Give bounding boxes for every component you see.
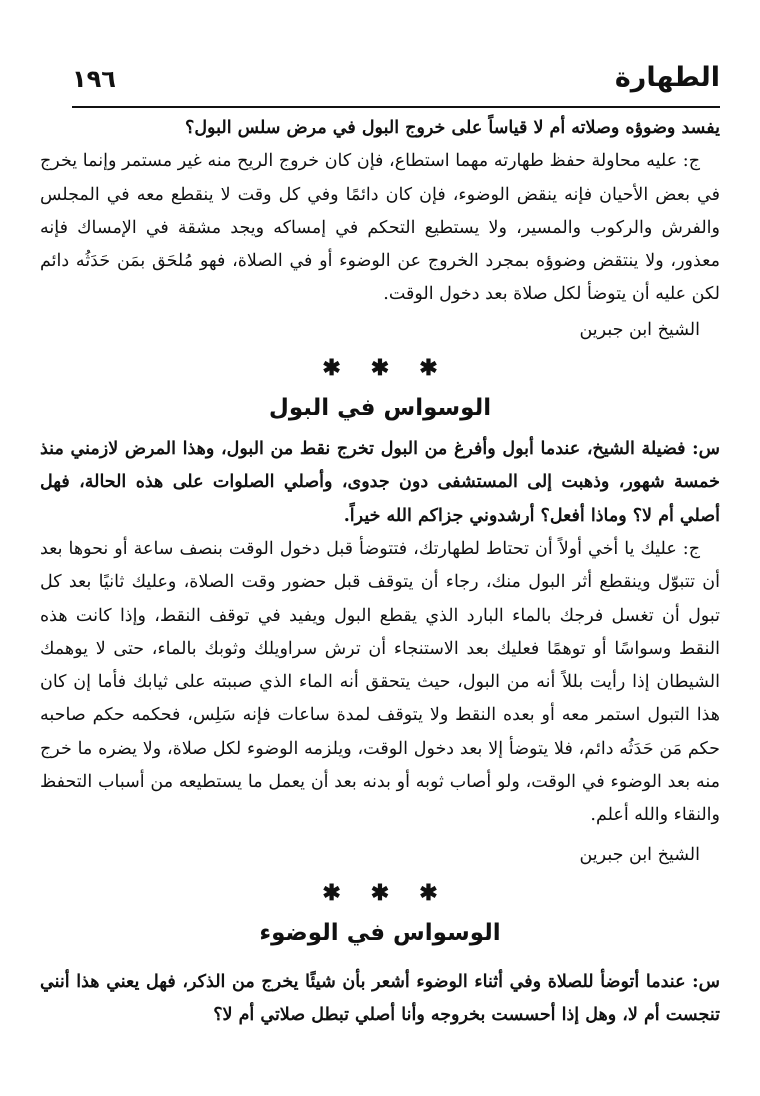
section-title-urine: الوسواس في البول xyxy=(268,395,492,422)
intro-question-tail: يفسد وضوؤه وصلاته أم لا قياساً على خروج البول في مرض سلس البول؟ xyxy=(185,118,720,138)
star: ✱ xyxy=(370,355,390,382)
section2-question: س: عندما أتوضأ للصلاة وفي أثناء الوضوء أشعر بأن شيئًا يخرج من الذكر، فهل يعني هذا أنني تنجست أم لا، وهل إذا أحسست بخروجه وأنا أصلي تبطل صلاتي أم لا؟ xyxy=(40,971,720,1026)
section1-signature: الشيخ ابن جبرين xyxy=(579,844,700,865)
header-rule xyxy=(72,106,720,108)
star: ✱ xyxy=(419,879,438,906)
running-title: الطهارة xyxy=(614,62,720,93)
star: ✱ xyxy=(370,879,390,906)
separator-stars-1 xyxy=(40,353,720,383)
intro-answer: ج: عليه محاولة حفظ طهارته مهما استطاع، فإن كان خروج الريح منه غير مستمر وإنما يخرج في بعض الأحيان فإنه ينقض الوضوء، فإن كان دائمًا وفي كل وقت لا ينقطع معه في المجلس والفرش والركوب والمسير، ولا يستطيع التحكم في إمساكه ويجد مشقة في الإمساك فإنه معذور، ولا ينتقض وضوؤه بمجرد الخروج عن الوضوء أو في الصلاة، فهو مُلحَق بمَن حَدَثُه دائم لكن عليه أن يتوضأ لكل صلاة بعد دخول الوقت. xyxy=(40,151,720,305)
separator-stars-2 xyxy=(40,878,720,908)
star: ✱ xyxy=(322,879,341,906)
page-body xyxy=(40,112,720,1033)
page-header xyxy=(72,58,720,108)
intro-signature: الشيخ ابن جبرين xyxy=(579,319,700,340)
section1-question: س: فضيلة الشيخ، عندما أبول وأفرغ من البول تخرج نقط من البول، وهذا المرض لازمني منذ خمسة شهور، وذهبت إلى المستشفى دون جدوى، وأصلي الصلوات على هذه الحالة، فهل أصلي أم لا؟ وماذا أفعل؟ أرشدوني جزاكم الله خيراً. xyxy=(40,439,720,526)
spacer xyxy=(40,958,720,966)
star: ✱ xyxy=(322,355,341,382)
star: ✱ xyxy=(419,355,438,382)
section1-answer: ج: عليك يا أخي أولاً أن تحتاط لطهارتك، فتتوضأ قبل دخول الوقت بنصف ساعة أو نحوها بعد أن تتبوّل وينقطع أثر البول منك، رجاء أن يتوقف قبل حضور وقت الصلاة، وعليك ثانيًا بعد كل تبول أن تغسل فرجك بالماء البارد الذي يقطع البول ويفيد في توقف النقط، وإذا كانت هذه النقط وسواسًا أو توهمًا فعليك بعد الاستنجاء أن ترش سراويلك وثوبك بالماء، حتى لا يوهمك الشيطان إذا رأيت بللاً أنه من البول، حيث يتحقق أنه الماء الذي صببته على ثيابك فأما إن كان هذا التبول استمر معه أو بعده النقط ولا يتوقف لمدة ساعات فإنه سَلِس، فحكمه حكم صاحبه حكم مَن حَدَثُه دائم، فلا يتوضأ إلا بعد دخول الوقت، ويلزمه الوضوء لكل صلاة، ولا يضره ما خرج منه بعد الوضوء في الوقت، ولو أصاب ثوبه أو بدنه بعد أن يعمل ما يستطيعه من أسباب التحفظ والنقاء والله أعلم. xyxy=(40,538,720,826)
section-title-wudu: الوسواس في الوضوء xyxy=(259,919,501,946)
page-number: ١٩٦ xyxy=(72,65,116,93)
